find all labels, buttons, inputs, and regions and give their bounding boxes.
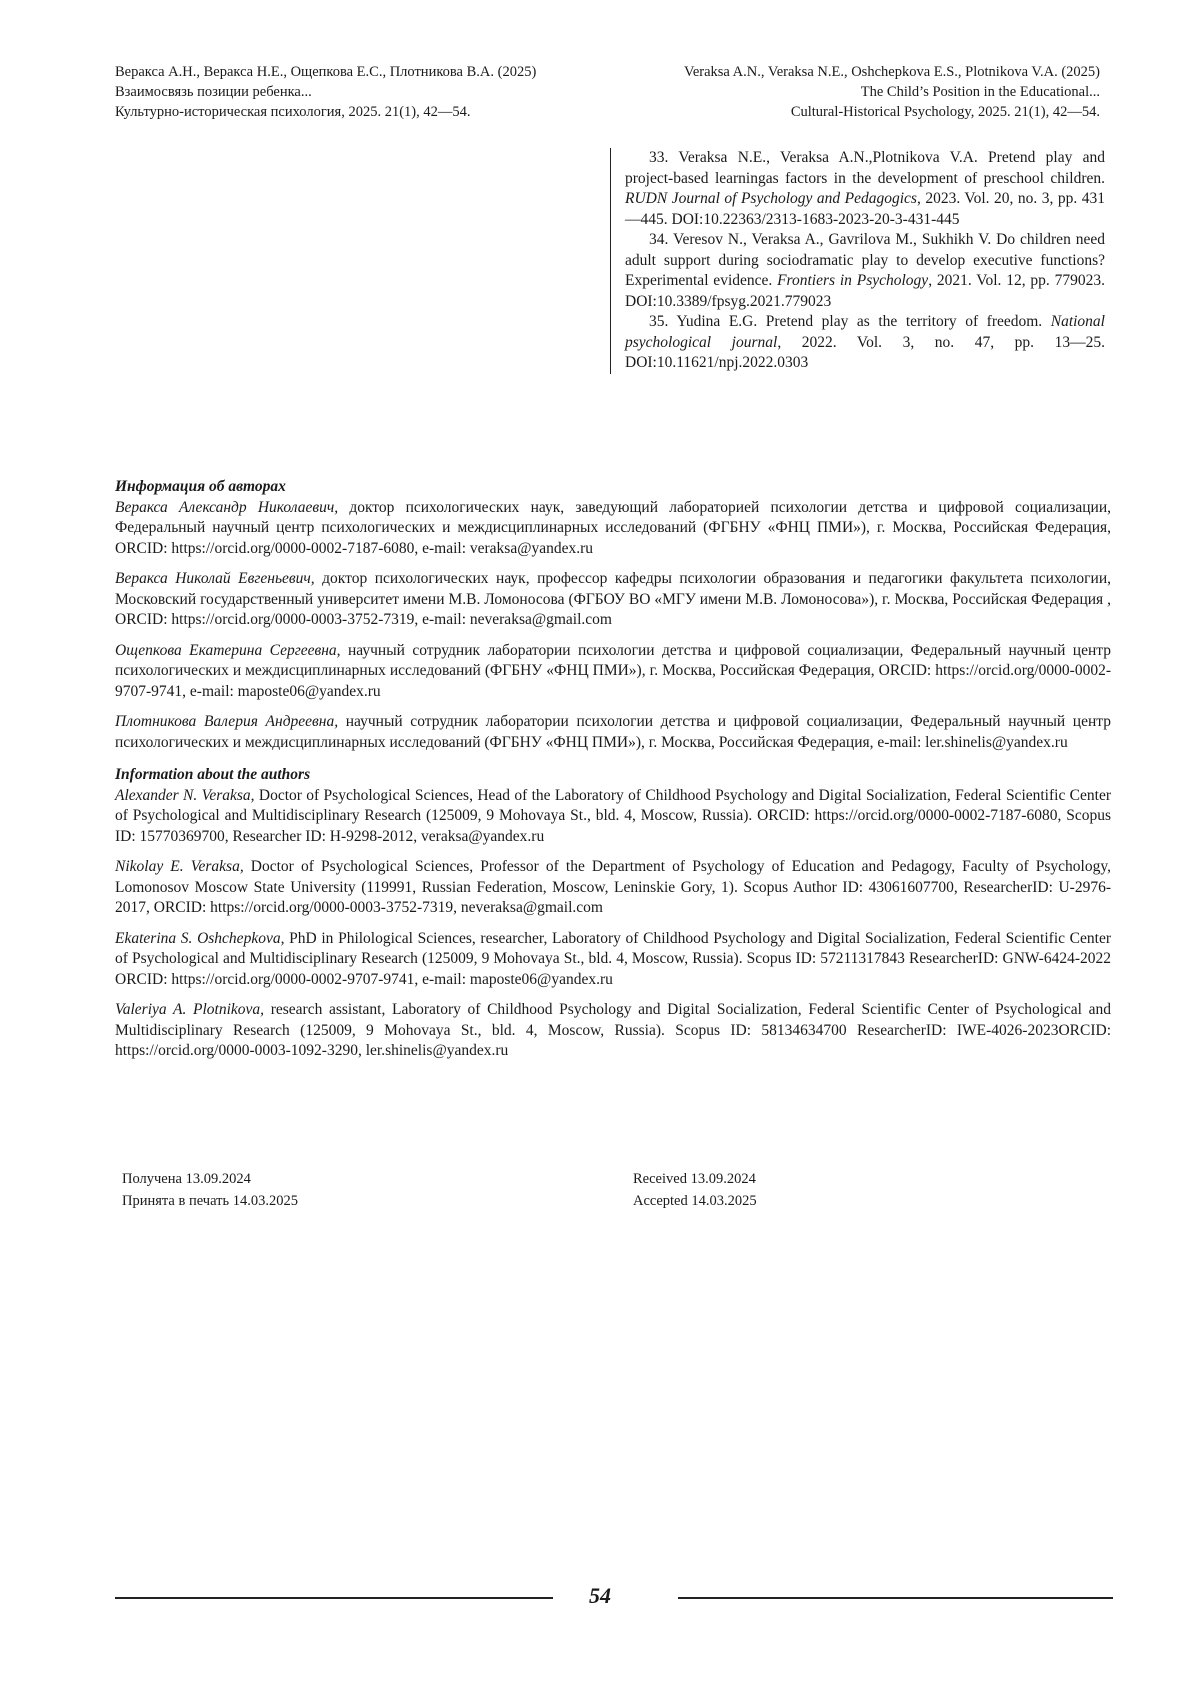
author-ru-entry: [115, 641, 1111, 703]
author-details: доктор психологических наук, заведующий лабораторией психологии детства и цифровой социализации, Федеральный научный центр психологических и междисциплинарных исследований (ФГБНУ «ФНЦ ПМИ»), г. Москва, Российская Федерация, ORCID: https://orcid.org/0000-0002-7187-6080, e-mail: veraksa@yandex.ru: [115, 499, 1111, 557]
header-en-journal: Cultural-Historical Psychology, 2025. 21(1), 42—54.: [590, 102, 1100, 122]
author-details: научный сотрудник лаборатории психологии детства и цифровой социализации, Федеральный научный центр психологических и междисциплинарных исследований (ФГБНУ «ФНЦ ПМИ»), г. Москва, Российская Федерация, e-mail: ler.shinelis@yandex.ru: [115, 713, 1111, 751]
author-en-entry: [115, 857, 1111, 919]
author-name: Alexander N. Veraksa,: [115, 787, 255, 804]
author-name: Ощепкова Екатерина Сергеевна,: [115, 642, 341, 659]
author-name: Nikolay E. Veraksa,: [115, 858, 244, 875]
header-en-title: The Child’s Position in the Educational...: [590, 82, 1100, 102]
dates-en: [633, 1168, 757, 1212]
author-name: Ekaterina S. Oshchepkova,: [115, 930, 284, 947]
author-name: Веракса Николай Евгеньевич,: [115, 570, 315, 587]
dates-ru: [122, 1168, 298, 1212]
reference-journal: RUDN Journal of Psychology and Pedagogics: [625, 190, 917, 207]
header-ru-journal: Культурно-историческая психология, 2025. 21(1), 42—54.: [115, 102, 625, 122]
author-details: research assistant, Laboratory of Childhood Psychology and Digital Socialization, Federal Scientific Center of Psychological and Multidisciplinary Research (125009, 9 Mohovaya St., bld. 4, Moscow, Russia). Scopus ID: 58134634700 ResearcherID: IWE-4026-2023ORCID: https://orcid.org/0000-0003-1092-3290, ler.shinelis@yandex.ru: [115, 1001, 1111, 1059]
author-en-entry: [115, 786, 1111, 848]
received-date-ru: Получена 13.09.2024: [122, 1168, 298, 1190]
author-details: Doctor of Psychological Sciences, Head of the Laboratory of Childhood Psychology and Digital Socialization, Federal Scientific Center of Psychological and Multidisciplinary Research (125009, 9 Mohovaya St., bld. 4, Moscow, Russia). ORCID: https://orcid.org/0000-0002-7187-6080, Scopus ID: 15770369700, Researcher ID: H-9298-2012, veraksa@yandex.ru: [115, 787, 1111, 845]
author-name: Веракса Александр Николаевич,: [115, 499, 338, 516]
header-ru-authors: Веракса А.Н., Веракса Н.Е., Ощепкова Е.С., Плотникова В.А. (2025): [115, 62, 625, 82]
author-details: научный сотрудник лаборатории психологии детства и цифровой социализации, Федеральный научный центр психологических и междисциплинарных исследований (ФГБНУ «ФНЦ ПМИ»), г. Москва, Российская Федерация, ORCID: https://orcid.org/0000-0002-9707-9741, e-mail: maposte06@yandex.ru: [115, 642, 1111, 700]
author-information: [115, 477, 1111, 1072]
reference-item: [625, 230, 1105, 312]
reference-journal: Frontiers in Psychology: [777, 272, 928, 289]
page-number: 54: [0, 1583, 1200, 1609]
received-date-en: Received 13.09.2024: [633, 1168, 757, 1190]
author-en-entry: [115, 929, 1111, 991]
author-name: Valeriya A. Plotnikova,: [115, 1001, 264, 1018]
author-en-entry: [115, 1000, 1111, 1062]
reference-details: , 2022. Vol. 3, no. 47, pp. 13—25. DOI:10.11621/npj.2022.0303: [625, 334, 1105, 372]
reference-details: , 2021. Vol. 12, pp. 779023. DOI:10.3389/fpsyg.2021.779023: [625, 272, 1105, 310]
reference-text: 35. Yudina E.G. Pretend play as the territory of freedom.: [649, 313, 1051, 330]
author-details: Doctor of Psychological Sciences, Professor of the Department of Psychology of Education and Pedagogy, Faculty of Psychology, Lomonosov Moscow State University (119991, Russian Federation, Moscow, Leninskie Gory, 1). Scopus Author ID: 43061607700, ResearcherID: U-2976-2017, ORCID: https://orcid.org/0000-0003-3752-7319, neveraksa@gmail.com: [115, 858, 1111, 916]
accepted-date-ru: Принята в печать 14.03.2025: [122, 1190, 298, 1212]
author-details: доктор психологических наук, профессор кафедры психологии образования и педагогики факультета психологии, Московский государственный университет имени М.В. Ломоносова (ФГБОУ ВО «МГУ имени М.В. Ломоносова»), г. Москва, Российская Федерация , ORCID: https://orcid.org/0000-0003-3752-7319, e-mail: neveraksa@gmail.com: [115, 570, 1111, 628]
header-en-authors: Veraksa A.N., Veraksa N.E., Oshchepkova E.S., Plotnikova V.A. (2025): [590, 62, 1100, 82]
reference-item: [625, 312, 1105, 374]
reference-details: , 2023. Vol. 20, no. 3, pp. 431—445. DOI:10.22363/2313-1683-2023-20-3-431-445: [625, 190, 1105, 228]
reference-item: [625, 148, 1105, 230]
authors-en-title: Information about the authors: [115, 765, 1111, 786]
header-ru-title: Взаимосвязь позиции ребенка...: [115, 82, 625, 102]
author-ru-entry: [115, 712, 1111, 753]
running-header-en: [590, 62, 1100, 122]
footer-rule-right: [678, 1597, 1113, 1599]
accepted-date-en: Accepted 14.03.2025: [633, 1190, 757, 1212]
reference-list: [610, 148, 1105, 374]
running-header-ru: [115, 62, 625, 122]
author-details: PhD in Philological Sciences, researcher, Laboratory of Childhood Psychology and Digital Socialization, Federal Scientific Center of Psychological and Multidisciplinary Research (125009, 9 Mohovaya St., bld. 4, Moscow, Russia). Scopus ID: 57211317843 ResearcherID: GNW-6424-2022 ORCID: https://orcid.org/0000-0002-9707-9741, e-mail: maposte06@yandex.ru: [115, 930, 1111, 988]
journal-page: [0, 0, 1200, 1697]
reference-text: 33. Veraksa N.E., Veraksa A.N.,Plotnikova V.A. Pretend play and project-based learningas factors in the development of preschool children.: [625, 149, 1105, 187]
author-ru-entry: [115, 498, 1111, 560]
reference-journal: National psychological journal: [625, 313, 1105, 351]
authors-ru-title: Информация об авторах: [115, 477, 1111, 498]
author-name: Плотникова Валерия Андреевна,: [115, 713, 338, 730]
reference-text: 34. Veresov N., Veraksa A., Gavrilova M., Sukhikh V. Do children need adult support during sociodramatic play to develop executive functions? Experimental evidence.: [625, 231, 1105, 289]
author-ru-entry: [115, 569, 1111, 631]
